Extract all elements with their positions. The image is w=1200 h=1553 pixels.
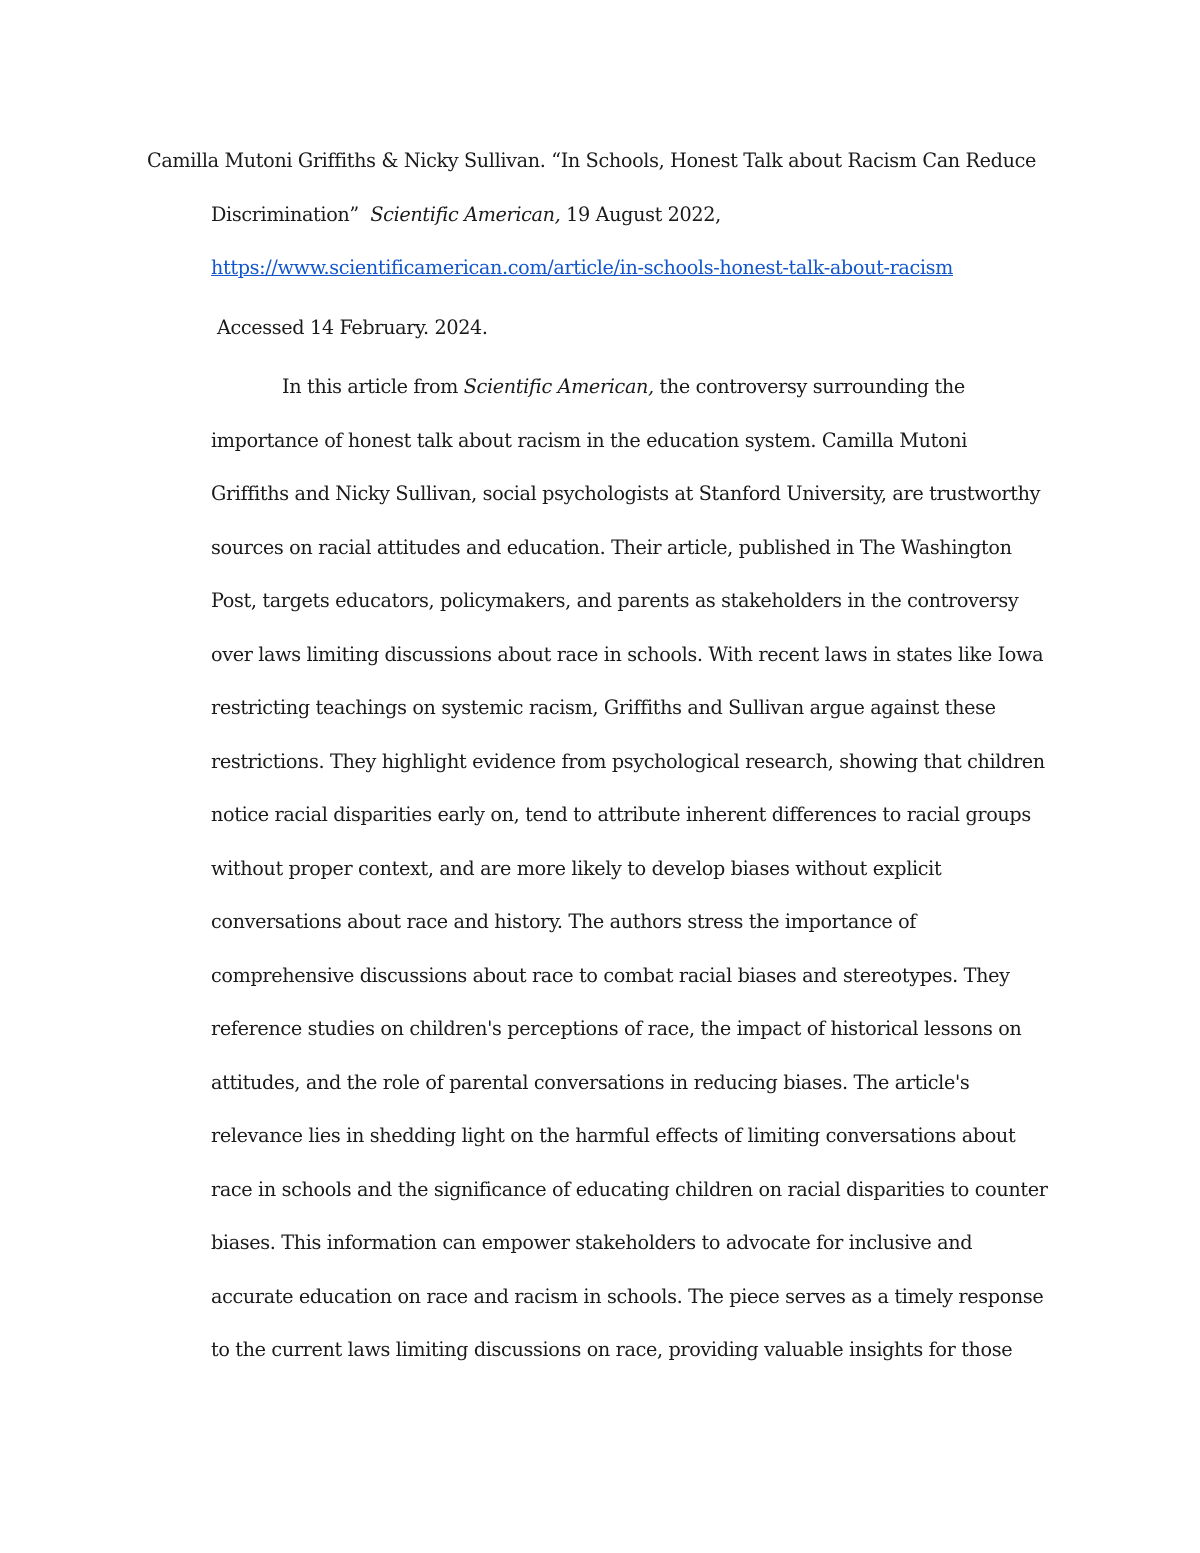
annotation-line: restricting teachings on systemic racism, Griffiths and Sullivan argue against these [211, 696, 996, 719]
annotation-line: notice racial disparities early on, tend to attribute inherent differences to racial groups [211, 803, 1031, 826]
annotation-line: Post, targets educators, policymakers, and parents as stakeholders in the controversy [211, 589, 1019, 612]
annotation-line: race in schools and the significance of educating children on racial disparities to counter [211, 1178, 1048, 1201]
citation-line-1 [147, 149, 1036, 173]
citation-accessed: Accessed 14 February. 2024. [217, 316, 488, 339]
annotation-line: without proper context, and are more likely to develop biases without explicit [211, 857, 942, 880]
citation-authors: Camilla Mutoni Griffiths & Nicky Sullivan. [147, 149, 546, 172]
annotation-line: conversations about race and history. The authors stress the importance of [211, 910, 917, 933]
annotation-line: sources on racial attitudes and education. Their article, published in The Washington [211, 536, 1012, 559]
annotation-line: importance of honest talk about racism in the education system. Camilla Mutoni [211, 429, 968, 452]
citation-date: 19 August 2022, [566, 203, 721, 226]
annotation-line: to the current laws limiting discussions on race, providing valuable insights for those [211, 1338, 1013, 1361]
citation-title-part-2: Discrimination” [211, 203, 359, 226]
annotation-line: accurate education on race and racism in schools. The piece serves as a timely response [211, 1285, 1044, 1308]
citation-url-link[interactable]: https://www.scientificamerican.com/article/in-schools-honest-talk-about-racism [211, 256, 954, 279]
annotation-line: biases. This information can empower stakeholders to advocate for inclusive and [211, 1231, 973, 1254]
annotation-intro-before: In this article from [282, 375, 459, 398]
annotation-intro-publication: Scientific American, [463, 375, 654, 398]
citation-line-2 [211, 203, 721, 227]
citation-title-part-1: “In Schools, Honest Talk about Racism Can Reduce [551, 149, 1036, 172]
annotation-line: reference studies on children's perceptions of race, the impact of historical lessons on [211, 1017, 1022, 1040]
annotation-line: relevance lies in shedding light on the harmful effects of limiting conversations about [211, 1124, 1016, 1147]
annotation-line: attitudes, and the role of parental conversations in reducing biases. The article's [211, 1071, 970, 1094]
annotation-intro-after: the controversy surrounding the [659, 375, 965, 398]
citation-publication: Scientific American, [370, 203, 561, 226]
annotation-line: comprehensive discussions about race to combat racial biases and stereotypes. They [211, 964, 1010, 987]
annotation-line: Griffiths and Nicky Sullivan, social psychologists at Stanford University, are trustworthy [211, 482, 1041, 505]
annotation-line: over laws limiting discussions about race in schools. With recent laws in states like Iowa [211, 643, 1044, 666]
annotation-line-1 [282, 375, 965, 399]
citation-line-3 [211, 256, 953, 280]
annotation-line: restrictions. They highlight evidence from psychological research, showing that children [211, 750, 1045, 773]
